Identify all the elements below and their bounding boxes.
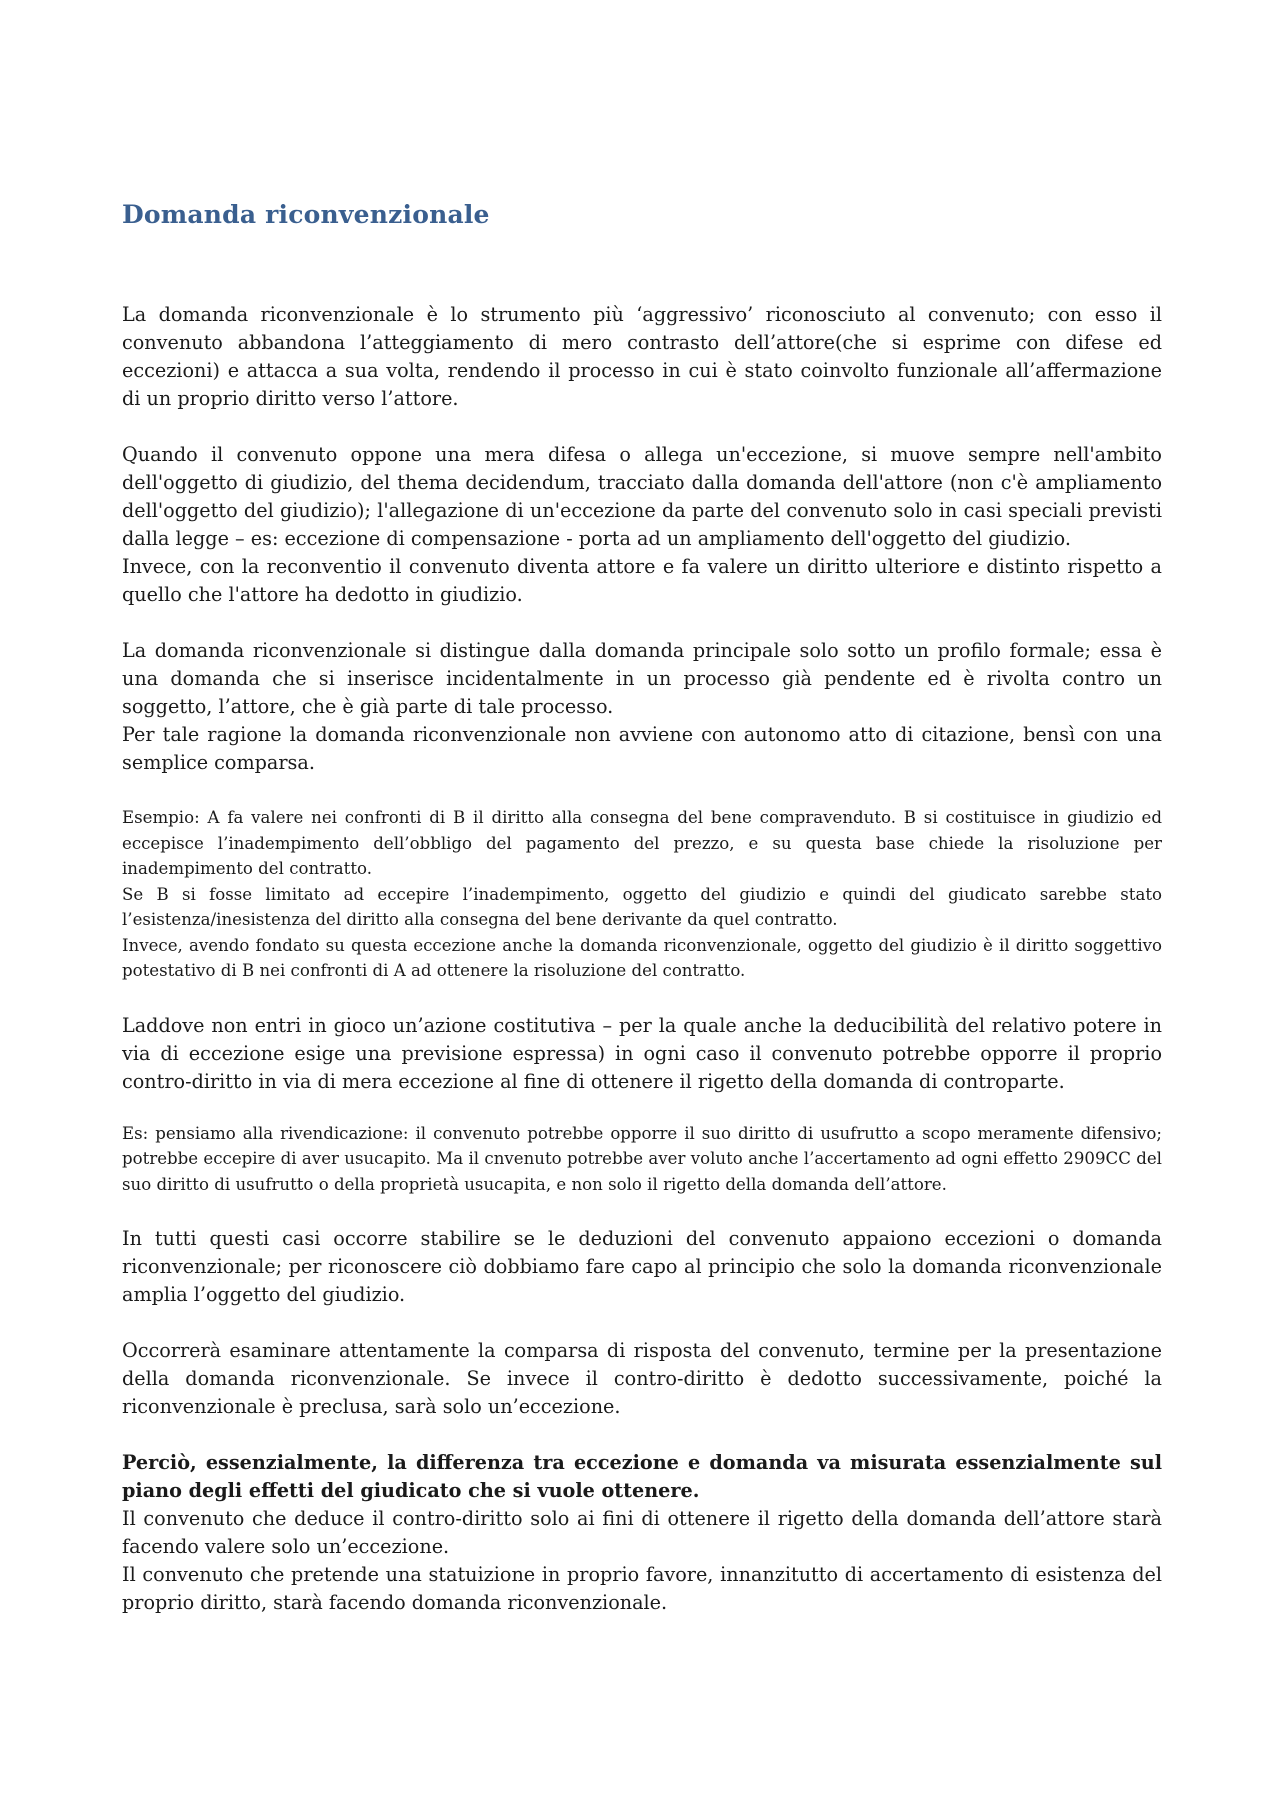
example-paragraph: Se B si fosse limitato ad eccepire l’inadempimento, oggetto del giudizio e quindi del giudicato sarebbe stato l’esistenza/inesistenza del diritto alla consegna del bene derivante da quel contratto. (122, 884, 1162, 929)
paragraph: Invece, con la reconventio il convenuto diventa attore e fa valere un diritto ulteriore e distinto rispetto a quello che l'attore ha dedotto in giudizio. (122, 555, 1162, 606)
example-paragraph: Invece, avendo fondato su questa eccezione anche la domanda riconvenzionale, oggetto del giudizio è il diritto soggettivo potestativo di B nei confronti di A ad ottenere la risoluzione del contratto. (122, 935, 1162, 980)
paragraph: Il convenuto che deduce il contro-diritto solo ai fini di ottenere il rigetto della domanda dell’attore starà facendo valere solo un’eccezione. (122, 1507, 1162, 1558)
paragraph: Per tale ragione la domanda riconvenzionale non avviene con autonomo atto di citazione, bensì con una semplice comparsa. (122, 723, 1162, 774)
conclusion-bold: Perciò, essenzialmente, la differenza tra eccezione e domanda va misurata essenzialmente sul piano degli effetti del giudicato che si vuole ottenere. (122, 1451, 1162, 1502)
paragraph: Occorrerà esaminare attentamente la comparsa di risposta del convenuto, termine per la presentazione della domanda riconvenzionale. Se invece il contro-diritto è dedotto successivamente, poiché la riconvenzionale è preclusa, sarà solo un’eccezione. (122, 1339, 1162, 1418)
paragraph: La domanda riconvenzionale è lo strumento più ‘aggressivo’ riconosciuto al convenuto; con esso il convenuto abbandona l’atteggiamento di mero contrasto dell’attore(che si esprime con difese ed eccezioni) e attacca a sua volta, rendendo il processo in cui è stato coinvolto funzionale all’affermazione di un proprio diritto verso l’attore. (122, 303, 1162, 410)
paragraph: La domanda riconvenzionale si distingue dalla domanda principale solo sotto un profilo formale; essa è una domanda che si inserisce incidentalmente in un processo già pendente ed è rivolta contro un soggetto, l’attore, che è già parte di tale processo. (122, 639, 1162, 718)
paragraph: In tutti questi casi occorre stabilire se le deduzioni del convenuto appaiono eccezioni o domanda riconvenzionale; per riconoscere ciò dobbiamo fare capo al principio che solo la domanda riconvenzionale amplia l’oggetto del giudizio. (122, 1227, 1162, 1306)
document-title: Domanda riconvenzionale (122, 200, 490, 229)
document-page (122, 200, 1162, 1617)
paragraph: Laddove non entri in gioco un’azione costitutiva – per la quale anche la deducibilità del relativo potere in via di eccezione esige una previsione espressa) in ogni caso il convenuto potrebbe opporre il proprio contro-diritto in via di mera eccezione al fine di ottenere il rigetto della domanda di controparte. (122, 1013, 1162, 1093)
paragraph: Quando il convenuto oppone una mera difesa o allega un'eccezione, si muove sempre nell'ambito dell'oggetto di giudizio, del thema decidendum, tracciato dalla domanda dell'attore (non c'è ampliamento dell'oggetto del giudizio); l'allegazione di un'eccezione da parte del convenuto solo in casi speciali previsti dalla legge – es: eccezione di compensazione - porta ad un ampliamento dell'oggetto del giudizio. (122, 443, 1162, 550)
example-paragraph: Esempio: A fa valere nei confronti di B il diritto alla consegna del bene compravenduto. B si costituisce in giudizio ed eccepisce l’inadempimento dell’obbligo del pagamento del prezzo, e su questa base chiede la risoluzione per inadempimento del contratto. (122, 808, 1162, 878)
paragraph: Il convenuto che pretende una statuizione in proprio favore, innanzitutto di accertamento di esistenza del proprio diritto, starà facendo domanda riconvenzionale. (122, 1563, 1162, 1614)
example-paragraph: Es: pensiamo alla rivendicazione: il convenuto potrebbe opporre il suo diritto di usufrutto a scopo meramente difensivo; potrebbe eccepire di aver usucapito. Ma il cnvenuto potrebbe aver voluto anche l’accertamento ad ogni effetto 2909CC del suo diritto di usufrutto o della proprietà usucapita, e non solo il rigetto della domanda dell’attore. (122, 1123, 1162, 1194)
